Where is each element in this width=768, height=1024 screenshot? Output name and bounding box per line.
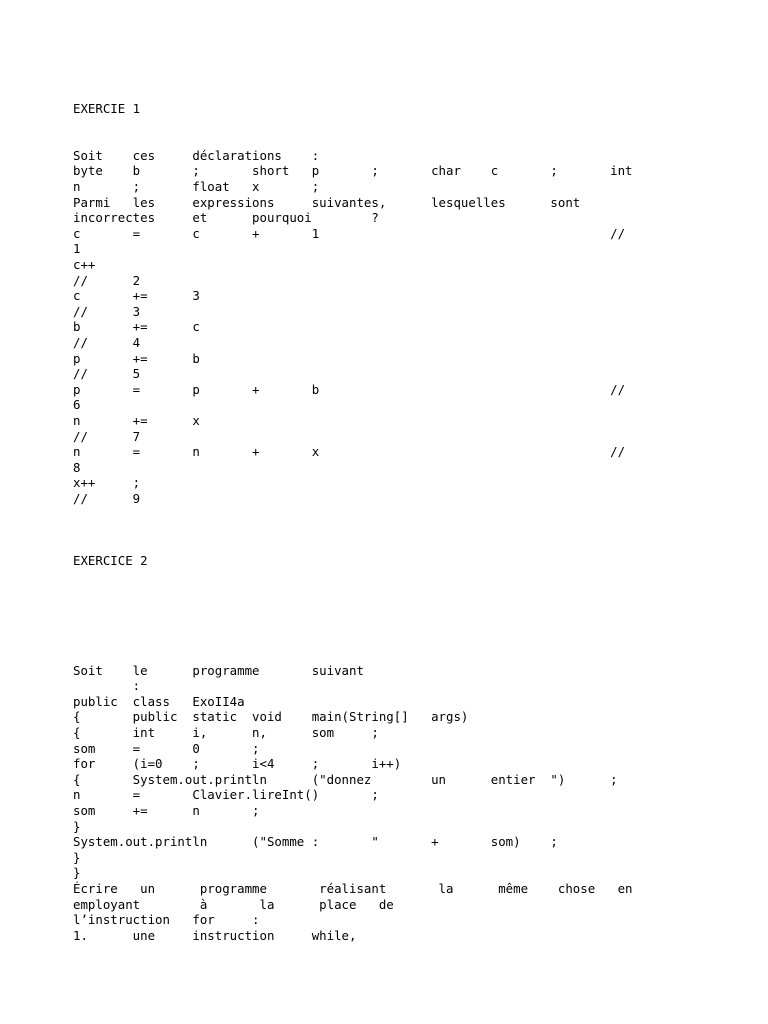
text-line: Soit le programme suivant: [73, 662, 364, 678]
text-line: c++: [73, 257, 96, 272]
text-line: Écrire un programme réalisant la même chose en: [73, 881, 633, 896]
text-line: // 3: [73, 303, 141, 319]
text-line: 8: [73, 459, 81, 475]
text-line: Soit ces déclarations :: [73, 147, 320, 163]
text-line: som += n ;: [73, 803, 260, 818]
text-line: n = n + x //: [73, 444, 626, 460]
text-line: // 5: [73, 366, 141, 382]
text-line: for (i=0 ; i<4 ; i++): [73, 756, 402, 772]
text-line: EXERCICE 2: [73, 553, 148, 569]
text-line: 6: [73, 397, 81, 413]
text-line: l’instruction for :: [73, 912, 260, 928]
text-line: n = Clavier.lireInt() ;: [73, 787, 379, 803]
text-line: { public static void main(String[] args): [73, 709, 469, 725]
text-line: c += 3: [73, 288, 200, 304]
text-line: 1: [73, 241, 81, 257]
text-line: n ; float x ;: [73, 179, 320, 194]
text-line: }: [73, 818, 81, 834]
text-line: som = 0 ;: [73, 740, 260, 756]
text-line: x++ ;: [73, 475, 141, 491]
text-line: Parmi les expressions suivantes, lesquelles sont: [73, 194, 581, 210]
text-line: byte b ; short p ; char c ; int: [73, 163, 633, 179]
text-line: // 2: [73, 272, 141, 288]
text-line: :: [73, 678, 141, 694]
text-line: EXERCIE 1: [73, 101, 141, 116]
text-line: }: [73, 865, 81, 881]
text-line: { int i, n, som ;: [73, 725, 379, 740]
text-line: { System.out.println ("donnez un entier ") ;: [73, 771, 618, 787]
text-line: // 4: [73, 335, 141, 350]
text-line: employant à la place de: [73, 896, 394, 912]
text-line: incorrectes et pourquoi ?: [73, 210, 379, 226]
text-line: // 7: [73, 428, 141, 444]
text-line: n += x: [73, 413, 200, 428]
text-line: System.out.println ("Somme : " + som) ;: [73, 834, 558, 850]
text-line: b += c: [73, 319, 200, 335]
text-line: c = c + 1 //: [73, 225, 626, 241]
text-line: p = p + b //: [73, 381, 626, 397]
text-line: }: [73, 849, 81, 865]
text-line: 1. une instruction while,: [73, 927, 357, 943]
text-line: public class ExoII4a: [73, 693, 245, 709]
text-line: p += b: [73, 350, 200, 366]
text-line: // 9: [73, 491, 141, 506]
